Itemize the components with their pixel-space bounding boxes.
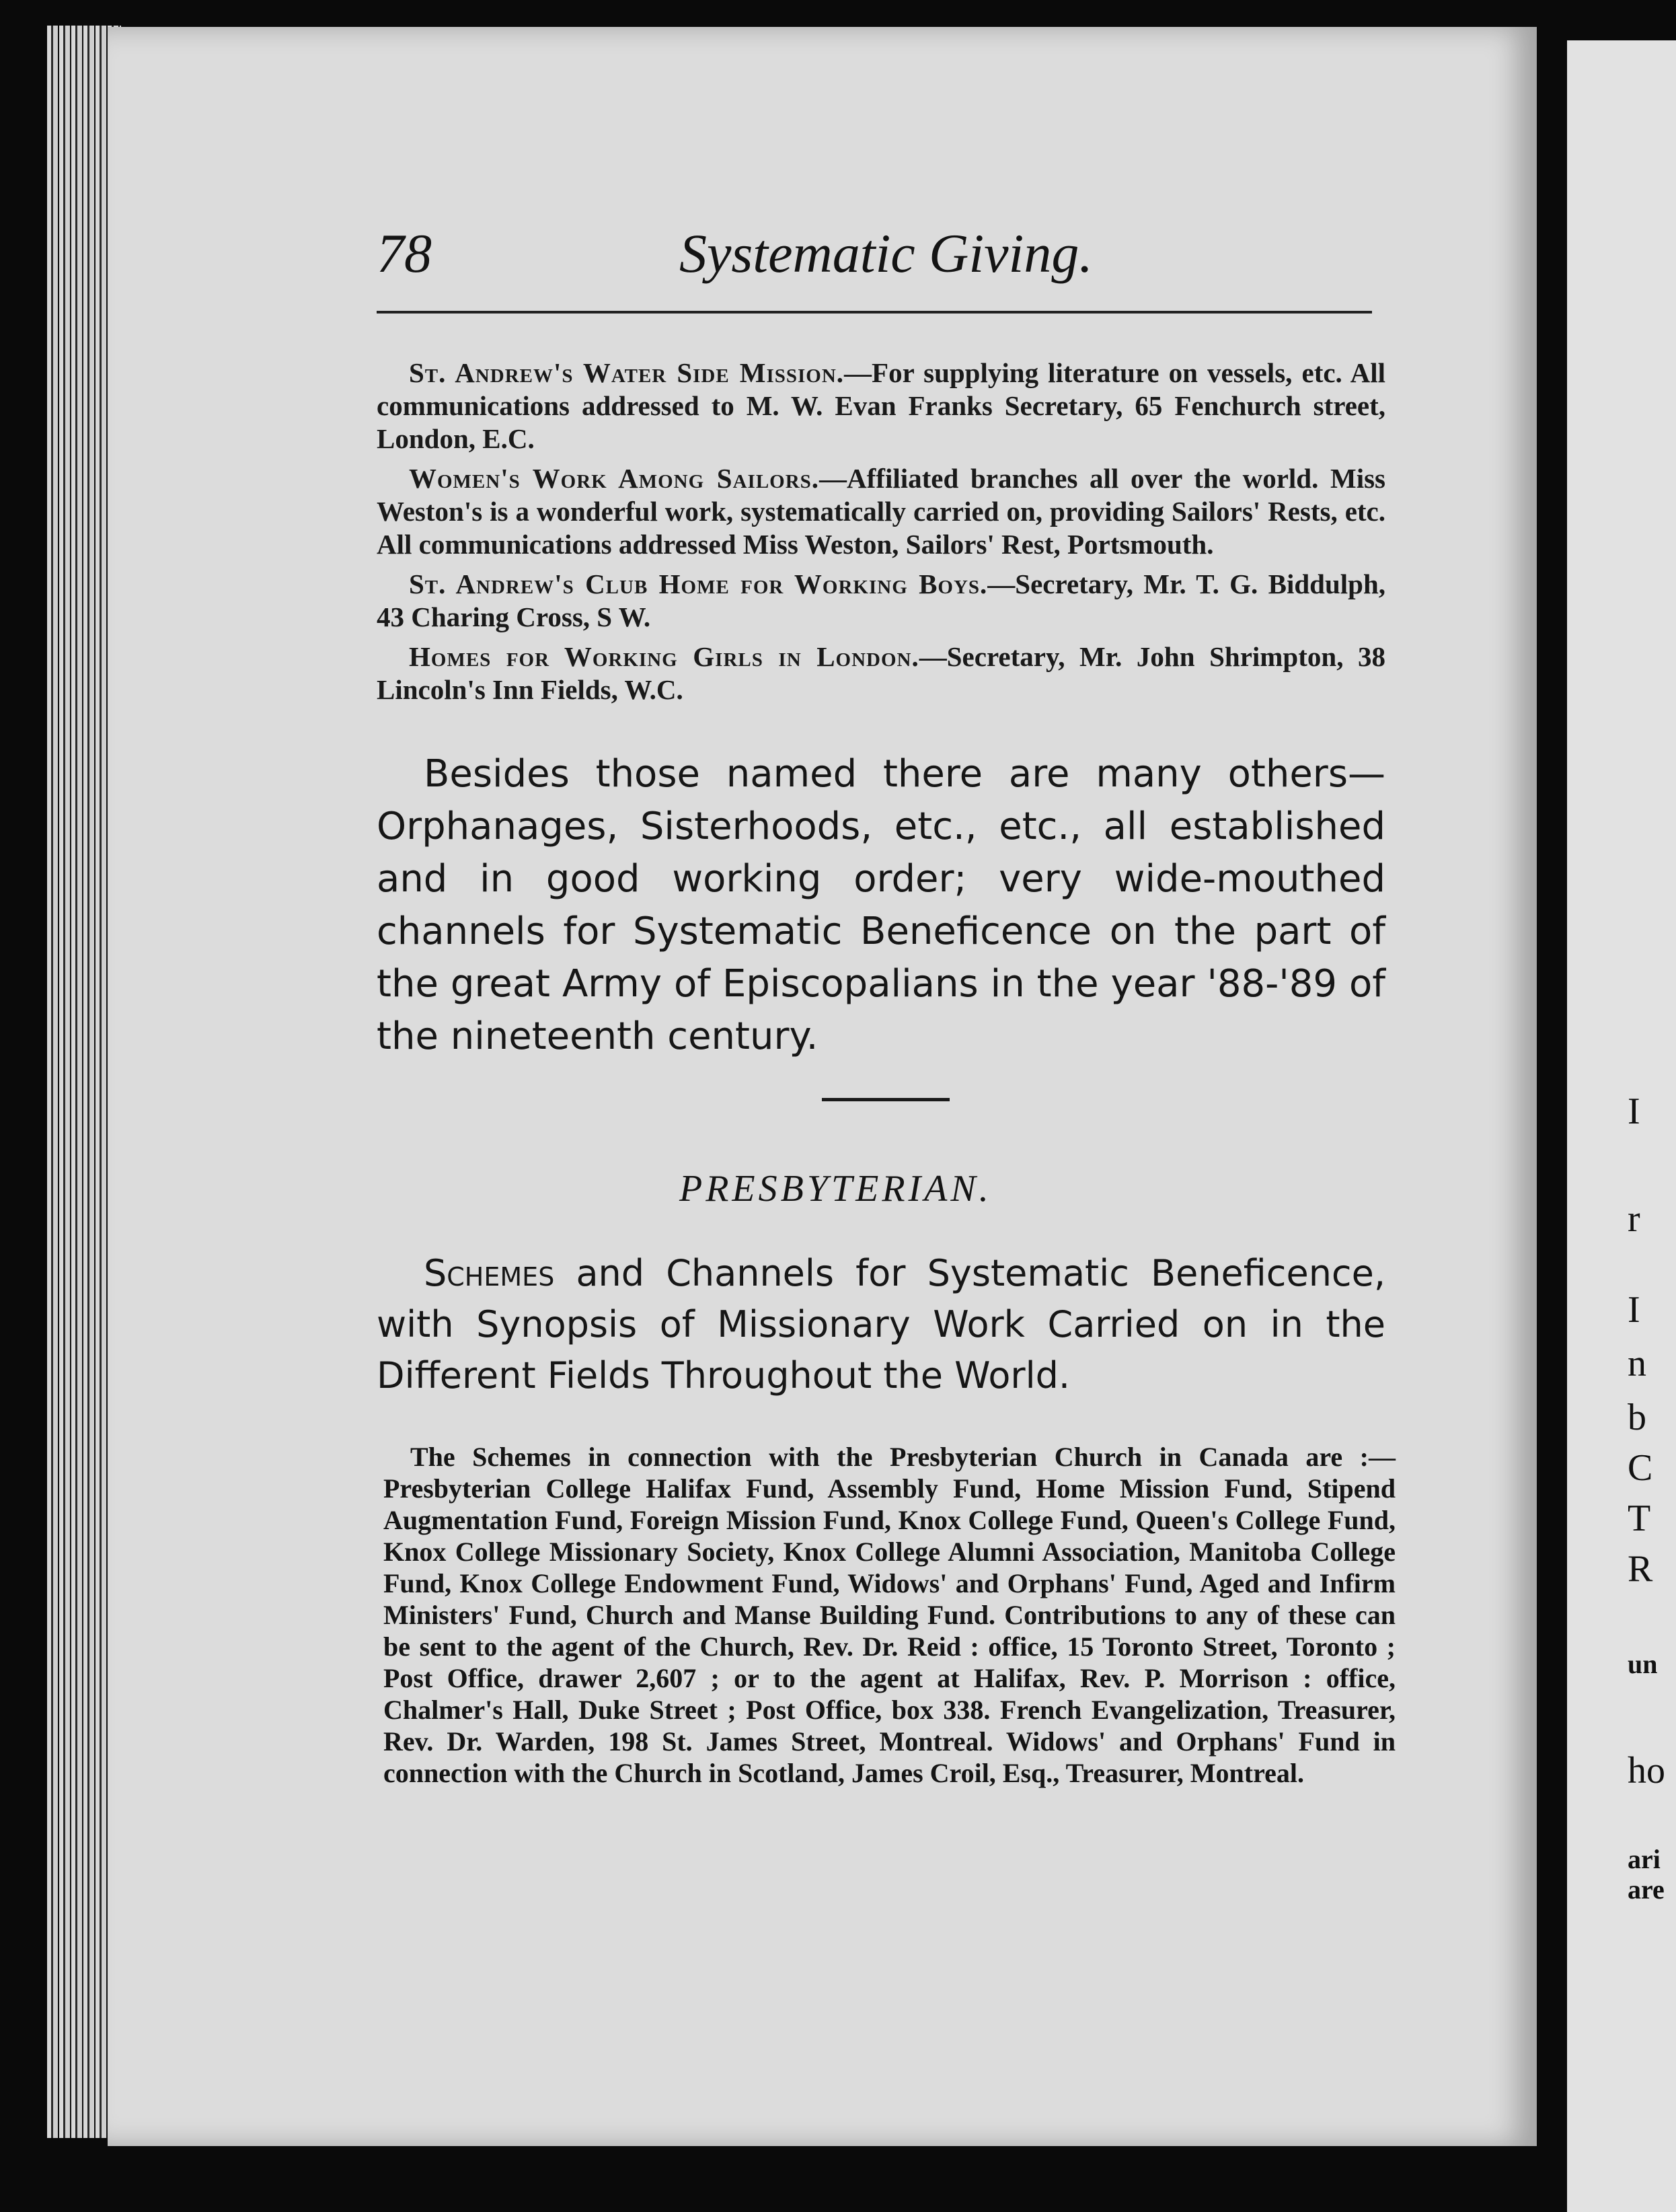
schemes-paragraph: The Schemes in connection with the Presbyterian Church in Canada are :—Presbyterian College Halifax Fund, Assembly Fund, Home Mission Fund, Stipend Augmentation Fund, Foreign Mission Fund, Knox College Fund, Queen's College Fund, Knox College Missionary Society, Knox College Alumni Association, Manitoba College Fund, Knox College Endowment Fund, Widows' and Orphans' Fund, Aged and Infirm Ministers' Fund, Church and Manse Building Fund. Contributions to any of these can be sent to the agent of the Church, Rev. Dr. Reid : office, 15 Toronto Street, Toronto ; Post Office, drawer 2,607 ; or to the agent at Halifax, Rev. P. Morrison : office, Chalmer's Hall, Duke Street ; Post Office, box 338. French Evangelization, Treasurer, Rev. Dr. Warden, 198 St. James Street, Montreal. Widows' and Orphans' Fund in connection with the Church in Scotland, James Croil, Esq., Treasurer, Montreal.	[383, 1442, 1396, 1788]
subtitle-rest: and Channels for Systematic Beneficence, with Synopsis of Missionary Work Carried on in the Different Fields Throughout the World.	[377, 1252, 1385, 1397]
facing-fragment: are	[1628, 1874, 1665, 1905]
facing-fragment: un	[1628, 1649, 1658, 1679]
entry	[377, 640, 1385, 706]
facing-fragment: I	[1628, 1091, 1640, 1132]
facing-fragment: ho	[1628, 1750, 1665, 1792]
page-header	[377, 222, 1385, 296]
facing-fragment: r	[1628, 1198, 1640, 1240]
entry-heading: Women's Work Among Sailors.	[409, 463, 820, 494]
facing-fragment: T	[1628, 1498, 1651, 1539]
closing-paragraph: Besides those named there are many others—Orphanages, Sisterhoods, etc., etc., all established and in good working order; very wide-mouthed channels for Systematic Beneficence on the part of the great Army of Episcopalians in the year '88-'89 of the nineteenth century.	[377, 752, 1385, 1058]
section-divider	[822, 1098, 950, 1101]
facing-fragment: ari	[1628, 1844, 1661, 1874]
mission-entries	[377, 357, 1385, 713]
book-page	[108, 27, 1537, 2146]
entry-heading: Homes for Working Girls in London.	[409, 641, 919, 672]
entry-text: —Secretary, Mr. John Shrimpton, 38 Lincoln's Inn Fields, W.C.	[377, 641, 1385, 705]
entry-heading: St. Andrew's Club Home for Working Boys.	[409, 568, 988, 599]
entry-text: —For supplying literature on vessels, etc. All communications addressed to M. W. Evan Franks Secretary, 65 Fenchurch street, London, E.C.	[377, 357, 1385, 454]
entry	[377, 357, 1385, 455]
facing-fragment: n	[1628, 1343, 1646, 1385]
entry	[377, 568, 1385, 634]
entry	[377, 462, 1385, 561]
facing-fragment: b	[1628, 1397, 1646, 1438]
entry-text: —Affiliated branches all over the world. Miss Weston's is a wonderful work, systematically carried on, providing Sailors' Rests, etc. All communications addressed Miss Weston, Sailors' Rest, Portsmouth.	[377, 463, 1386, 560]
running-head: Systematic Giving.	[679, 223, 1093, 284]
section-subtitle	[377, 1248, 1385, 1401]
entry-text: —Secretary, Mr. T. G. Biddulph, 43 Charing Cross, S W.	[377, 568, 1385, 632]
facing-fragment: R	[1628, 1548, 1653, 1590]
subtitle-lead: Schemes	[424, 1252, 555, 1294]
entry-heading: St. Andrew's Water Side Mission.	[409, 357, 845, 388]
section-title: PRESBYTERIAN.	[679, 1168, 992, 1210]
page-number: 78	[377, 223, 432, 284]
facing-fragment: I	[1628, 1289, 1640, 1331]
facing-fragment: C	[1628, 1447, 1653, 1489]
header-rule	[377, 311, 1372, 314]
